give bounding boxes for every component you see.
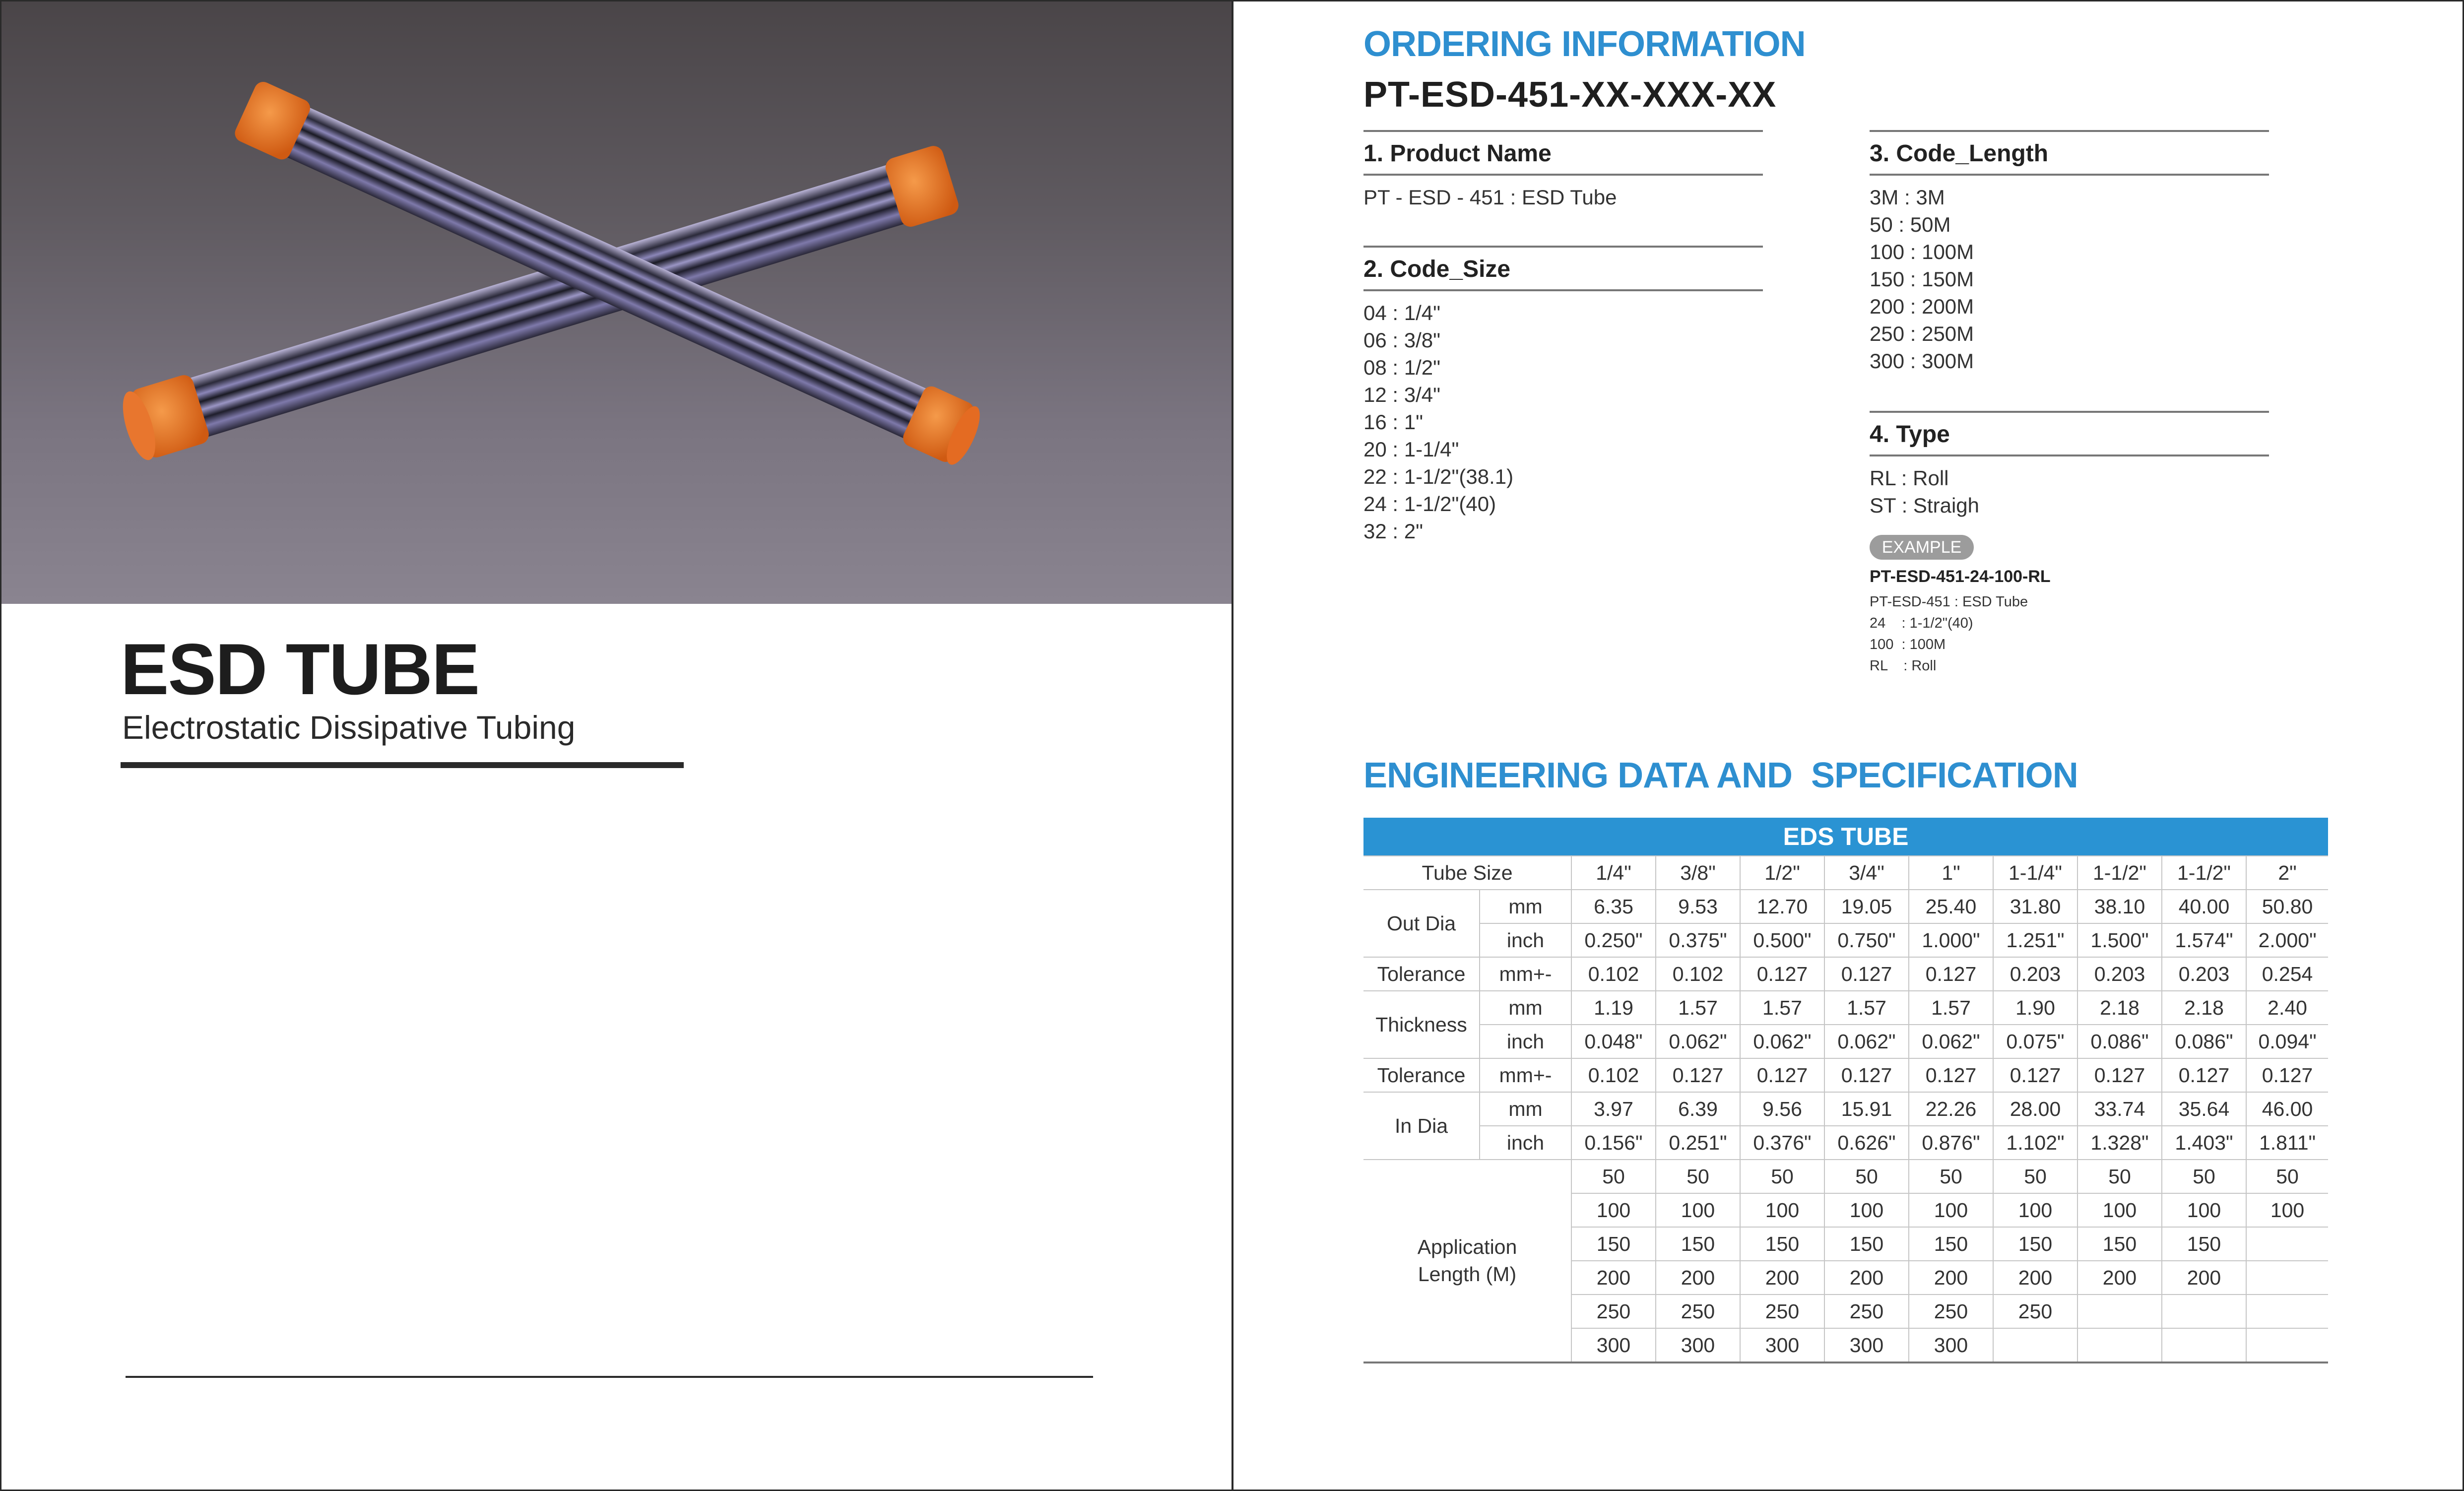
list-item: 3M : 3M [1870, 186, 1945, 209]
esd-tube-illustration [1, 1, 1232, 604]
application-label-line: Application [1417, 1235, 1517, 1258]
table-cell: 50 [1571, 1160, 1656, 1193]
table-cell: 0.062" [1824, 1025, 1909, 1058]
table-cell: 46.00 [2246, 1092, 2328, 1126]
list-item: ST : Straigh [1870, 494, 1979, 517]
table-cell: 0.375" [1656, 923, 1740, 957]
list-item: 32 : 2" [1363, 519, 1423, 543]
table-cell [2162, 1295, 2246, 1328]
table-cell: 200 [1824, 1261, 1909, 1295]
code-length-heading: 3. Code_Length [1870, 140, 2049, 167]
table-cell: 1.57 [1740, 991, 1824, 1025]
table-cell: 0.376" [1740, 1126, 1824, 1160]
example-breakdown [1870, 591, 2028, 677]
table-cell: 0.626" [1824, 1126, 1909, 1160]
code-size-heading: 2. Code_Size [1363, 256, 1511, 282]
size-header: 1/2" [1740, 856, 1824, 890]
list-item: RL : Roll [1870, 658, 1937, 674]
section-rule [1870, 130, 2269, 132]
table-cell: 50 [1740, 1160, 1824, 1193]
table-cell: 2.18 [2077, 991, 2162, 1025]
example-badge: EXAMPLE [1870, 535, 1974, 560]
list-item: PT-ESD-451 : ESD Tube [1870, 594, 2028, 610]
table-cell: 0.127 [1824, 957, 1909, 991]
ordering-heading: ORDERING INFORMATION [1363, 24, 1806, 64]
engineering-heading: ENGINEERING DATA AND SPECIFICATION [1363, 756, 2078, 795]
table-cell [1993, 1328, 2077, 1362]
table-cell: 0.062" [1656, 1025, 1740, 1058]
application-label-line: Length (M) [1418, 1263, 1517, 1286]
size-header: 3/4" [1824, 856, 1909, 890]
table-cell: 300 [1909, 1328, 1993, 1362]
table-cell: 6.35 [1571, 890, 1656, 923]
unit-label: inch [1480, 1025, 1571, 1058]
list-item: PT - ESD - 451 : ESD Tube [1363, 186, 1617, 209]
spec-table [1363, 818, 2328, 1363]
table-cell [2077, 1328, 2162, 1362]
table-cell: 50 [1993, 1160, 2077, 1193]
list-item: 22 : 1-1/2"(38.1) [1363, 465, 1514, 488]
table-cell: 150 [1824, 1227, 1909, 1261]
table-cell: 0.156" [1571, 1126, 1656, 1160]
table-cell: 0.254 [2246, 957, 2328, 991]
table-cell: 0.102 [1571, 957, 1656, 991]
table-cell: 0.876" [1909, 1126, 1993, 1160]
table-cell: 40.00 [2162, 890, 2246, 923]
table-cell: 0.251" [1656, 1126, 1740, 1160]
list-item: 150 : 150M [1870, 267, 1974, 291]
table-cell: 1.57 [1824, 991, 1909, 1025]
table-cell: 31.80 [1993, 890, 2077, 923]
table-cell: 0.127 [2162, 1058, 2246, 1092]
table-cell: 0.086" [2077, 1025, 2162, 1058]
table-cell: 12.70 [1740, 890, 1824, 923]
list-item: 250 : 250M [1870, 322, 1974, 345]
table-cell: 1.811" [2246, 1126, 2328, 1160]
table-cell: 250 [1740, 1295, 1824, 1328]
table-cell: 19.05 [1824, 890, 1909, 923]
list-item: 08 : 1/2" [1363, 356, 1441, 379]
table-cell: 250 [1824, 1295, 1909, 1328]
table-row [1363, 856, 2328, 890]
table-cell: 100 [1571, 1193, 1656, 1227]
table-row [1363, 1160, 2328, 1193]
table-cell: 0.127 [1740, 1058, 1824, 1092]
list-item: RL : Roll [1870, 466, 1949, 490]
size-header: 1-1/2" [2162, 856, 2246, 890]
table-row [1363, 1126, 2328, 1160]
list-item: 04 : 1/4" [1363, 301, 1441, 324]
table-cell: 22.26 [1909, 1092, 1993, 1126]
unit-label: inch [1480, 923, 1571, 957]
list-item: 100 : 100M [1870, 637, 1946, 652]
table-cell [2246, 1295, 2328, 1328]
table-cell: 150 [1571, 1227, 1656, 1261]
section-rule [1363, 174, 1763, 176]
page-subtitle: Electrostatic Dissipative Tubing [122, 709, 576, 746]
section-rule [1363, 246, 1763, 248]
tube-body [259, 95, 950, 449]
list-item: 20 : 1-1/4" [1363, 438, 1459, 461]
table-cell: 200 [1740, 1261, 1824, 1295]
table-cell: 50 [1909, 1160, 1993, 1193]
table-cell: 50.80 [2246, 890, 2328, 923]
table-cell: 100 [1824, 1193, 1909, 1227]
application-length-label [1363, 1160, 1571, 1362]
table-cell: 0.250" [1571, 923, 1656, 957]
table-cell: 0.127 [2246, 1058, 2328, 1092]
table-cell: 250 [1993, 1295, 2077, 1328]
table-cell: 150 [1993, 1227, 2077, 1261]
table-cell: 300 [1740, 1328, 1824, 1362]
table-cell: 15.91 [1824, 1092, 1909, 1126]
table-row [1363, 1025, 2328, 1058]
product-name-list [1363, 184, 1617, 211]
table-cell: 100 [2162, 1193, 2246, 1227]
table-cell: 0.203 [2162, 957, 2246, 991]
header-label: Tube Size [1363, 856, 1571, 890]
size-header: 1-1/4" [1993, 856, 2077, 890]
order-code-format: PT-ESD-451-XX-XXX-XX [1363, 75, 1777, 115]
table-cell: 200 [1571, 1261, 1656, 1295]
table-cell: 300 [1824, 1328, 1909, 1362]
table-cell: 9.56 [1740, 1092, 1824, 1126]
unit-label: mm [1480, 1092, 1571, 1126]
row-label: Out Dia [1363, 890, 1480, 957]
table-cell [2246, 1261, 2328, 1295]
table-cell: 33.74 [2077, 1092, 2162, 1126]
table-cell: 50 [1824, 1160, 1909, 1193]
table-cell: 35.64 [2162, 1092, 2246, 1126]
table-cell: 1.102" [1993, 1126, 2077, 1160]
table-cell: 0.127 [1656, 1058, 1740, 1092]
code-length-list [1870, 184, 1974, 375]
table-cell: 0.127 [1909, 957, 1993, 991]
row-label: In Dia [1363, 1092, 1480, 1160]
table-cell: 100 [1656, 1193, 1740, 1227]
table-row [1363, 991, 2328, 1025]
table-cell: 200 [2077, 1261, 2162, 1295]
table-cell: 300 [1571, 1328, 1656, 1362]
table-cell: 28.00 [1993, 1092, 2077, 1126]
list-item: 06 : 3/8" [1363, 328, 1441, 352]
size-header: 2" [2246, 856, 2328, 890]
table-cell: 1.57 [1656, 991, 1740, 1025]
table-cell: 250 [1571, 1295, 1656, 1328]
table-cell: 1.403" [2162, 1126, 2246, 1160]
table-cell: 0.102 [1571, 1058, 1656, 1092]
table-cell: 0.062" [1740, 1025, 1824, 1058]
unit-label: mm [1480, 890, 1571, 923]
list-item: 16 : 1" [1363, 410, 1423, 434]
table-cell: 150 [1656, 1227, 1740, 1261]
product-name-heading: 1. Product Name [1363, 140, 1552, 167]
table-cell: 250 [1909, 1295, 1993, 1328]
table-cell: 200 [1909, 1261, 1993, 1295]
table-cell: 0.048" [1571, 1025, 1656, 1058]
size-header: 1-1/2" [2077, 856, 2162, 890]
spec-table-body [1363, 856, 2328, 1362]
table-cell: 0.203 [1993, 957, 2077, 991]
table-cell: 200 [1656, 1261, 1740, 1295]
table-cell [2077, 1295, 2162, 1328]
table-cell: 1.19 [1571, 991, 1656, 1025]
table-cell: 0.127 [1909, 1058, 1993, 1092]
table-cell: 300 [1656, 1328, 1740, 1362]
table-cell: 200 [1993, 1261, 2077, 1295]
table-cell: 0.500" [1740, 923, 1824, 957]
table-cell: 2.18 [2162, 991, 2246, 1025]
table-cell: 0.062" [1909, 1025, 1993, 1058]
table-row [1363, 890, 2328, 923]
row-label: Thickness [1363, 991, 1480, 1058]
table-cell: 50 [1656, 1160, 1740, 1193]
unit-label: mm+- [1480, 1058, 1571, 1092]
table-cell: 2.40 [2246, 991, 2328, 1025]
table-cell: 2.000" [2246, 923, 2328, 957]
table-cell: 0.086" [2162, 1025, 2246, 1058]
footer-rule [126, 1376, 1093, 1378]
table-cell: 0.203 [2077, 957, 2162, 991]
table-row [1363, 1092, 2328, 1126]
table-cell: 1.90 [1993, 991, 2077, 1025]
page-title: ESD TUBE [121, 629, 479, 710]
tube-body [156, 156, 933, 447]
list-item: 100 : 100M [1870, 240, 1974, 263]
table-cell: 1.000" [1909, 923, 1993, 957]
type-heading: 4. Type [1870, 421, 1950, 448]
table-cell [2246, 1328, 2328, 1362]
table-cell [2162, 1328, 2246, 1362]
row-label: Tolerance [1363, 1058, 1480, 1092]
table-cell: 50 [2246, 1160, 2328, 1193]
title-underline [121, 762, 684, 768]
section-rule [1363, 130, 1763, 132]
table-cell: 1.251" [1993, 923, 2077, 957]
table-cell: 1.574" [2162, 923, 2246, 957]
table-cell: 1.500" [2077, 923, 2162, 957]
table-row [1363, 923, 2328, 957]
size-header: 1/4" [1571, 856, 1656, 890]
table-cell: 0.075" [1993, 1025, 2077, 1058]
table-cell: 38.10 [2077, 890, 2162, 923]
code-size-list [1363, 299, 1513, 545]
table-cell: 250 [1656, 1295, 1740, 1328]
unit-label: mm [1480, 991, 1571, 1025]
table-cell: 0.127 [1740, 957, 1824, 991]
row-label: Tolerance [1363, 957, 1480, 991]
section-rule [1870, 411, 2269, 413]
section-rule [1870, 454, 2269, 456]
size-header: 3/8" [1656, 856, 1740, 890]
unit-label: mm+- [1480, 957, 1571, 991]
product-photo [1, 1, 1232, 604]
table-cell: 9.53 [1656, 890, 1740, 923]
table-cell: 100 [2077, 1193, 2162, 1227]
table-cell: 50 [2162, 1160, 2246, 1193]
table-cell [2246, 1227, 2328, 1261]
table-cell: 150 [1909, 1227, 1993, 1261]
table-title: EDS TUBE [1363, 818, 2328, 856]
example-code: PT-ESD-451-24-100-RL [1870, 567, 2051, 586]
table-cell: 0.102 [1656, 957, 1740, 991]
table-cell: 100 [1909, 1193, 1993, 1227]
table-cell: 150 [2077, 1227, 2162, 1261]
list-item: 300 : 300M [1870, 349, 1974, 373]
size-header: 1" [1909, 856, 1993, 890]
table-cell: 0.750" [1824, 923, 1909, 957]
table-cell: 25.40 [1909, 890, 1993, 923]
table-cell: 100 [1993, 1193, 2077, 1227]
table-cell: 0.127 [1824, 1058, 1909, 1092]
table-row [1363, 1058, 2328, 1092]
table-cell: 3.97 [1571, 1092, 1656, 1126]
table-cell: 0.127 [2077, 1058, 2162, 1092]
table-cell: 100 [1740, 1193, 1824, 1227]
table-row [1363, 957, 2328, 991]
table-cell: 150 [1740, 1227, 1824, 1261]
unit-label: inch [1480, 1126, 1571, 1160]
table-cell: 0.127 [1993, 1058, 2077, 1092]
table-cell: 50 [2077, 1160, 2162, 1193]
page-spine-divider [1232, 0, 1233, 1491]
section-rule [1363, 289, 1763, 291]
table-cell: 0.094" [2246, 1025, 2328, 1058]
table-cell: 200 [2162, 1261, 2246, 1295]
type-list [1870, 464, 1979, 519]
list-item: 24 : 1-1/2"(40) [1363, 492, 1496, 516]
list-item: 12 : 3/4" [1363, 383, 1441, 406]
list-item: 200 : 200M [1870, 295, 1974, 318]
table-cell: 150 [2162, 1227, 2246, 1261]
list-item: 50 : 50M [1870, 213, 1951, 236]
section-rule [1870, 174, 2269, 176]
table-cell: 6.39 [1656, 1092, 1740, 1126]
list-item: 24 : 1-1/2"(40) [1870, 615, 1973, 631]
table-cell: 1.328" [2077, 1126, 2162, 1160]
table-cell: 1.57 [1909, 991, 1993, 1025]
table-cell: 100 [2246, 1193, 2328, 1227]
